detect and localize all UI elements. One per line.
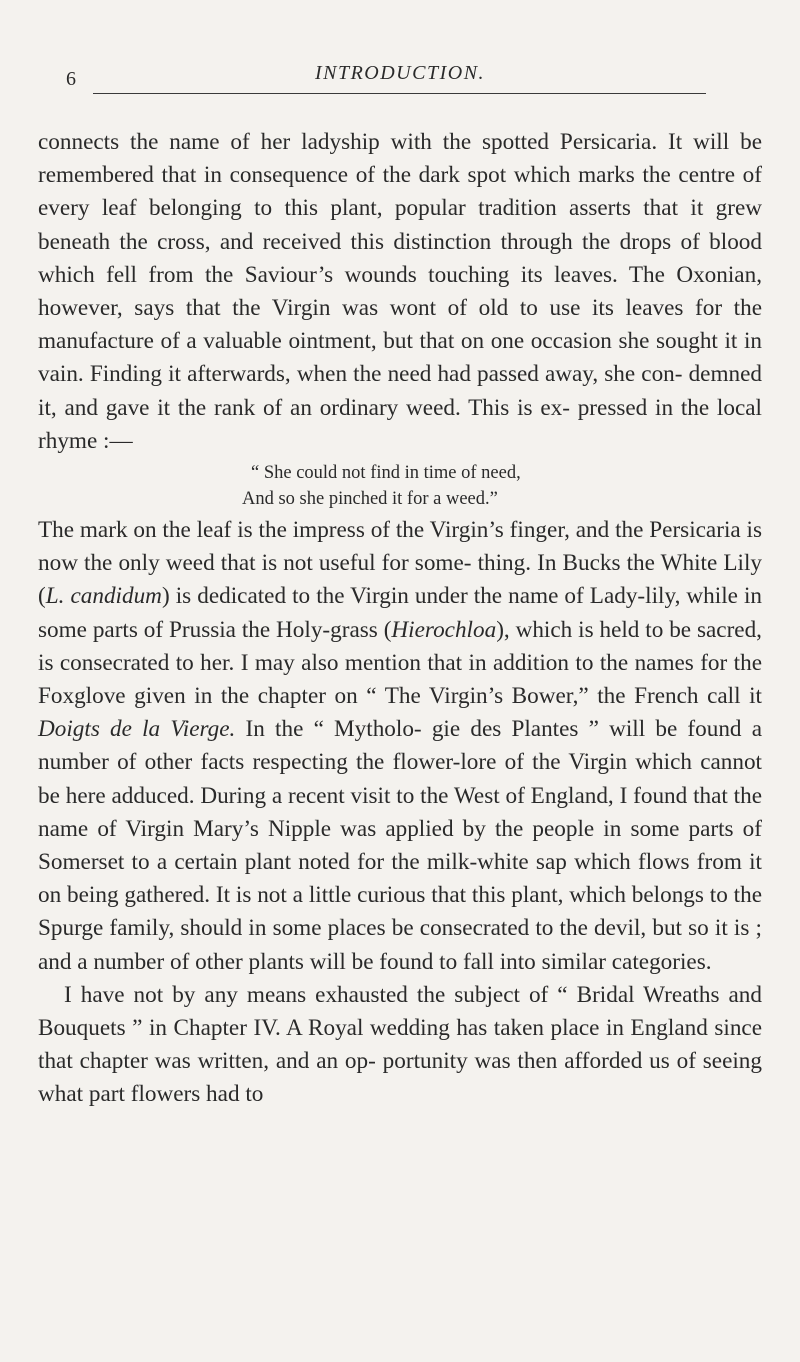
header-rule — [93, 93, 706, 94]
body-text — [38, 96, 762, 1112]
verse-line-2: And so she pinched it for a weed.” — [242, 489, 498, 510]
latin-name-lily: L. candidum — [45, 583, 162, 610]
verse-line-1: “ She could not find in time of need, — [251, 463, 521, 484]
paragraph-3: I have not by any means exhausted the subject of “ Bridal Wreaths and Bouquets ” in Chapter IV. A Royal wedding has taken place in England since that chapter was written, and an op- portunity was then afforded us of seeing what part flowers had to — [38, 981, 762, 1108]
paragraph-2-part-b: ) is dedicated to the Virgin under the name of Lady-lily, while in some parts of Prussia the Holy-grass ( — [38, 583, 763, 643]
french-name-foxglove: Doigts de la Vierge. — [38, 716, 236, 743]
page-number: 6 — [66, 68, 76, 90]
paragraph-2 — [38, 514, 762, 979]
paragraph-2-part-c: ), which is held to be sacred, is consecrated to her. I may also mention that in addition to the names for the Foxglove given in the chapter on “ The Virgin’s Bower,” the French call it — [38, 616, 762, 710]
latin-name-holy-grass: Hierochloa — [391, 616, 497, 643]
paragraph-1: connects the name of her ladyship with the spotted Persicaria. It will be remembered that in consequence of the dark spot which marks the centre of every leaf belonging to this plant, popular tradition asserts that it grew beneath the cross, and received this distinction through the drops of blood which fell from the Saviour’s wounds touching its leaves. The Oxonian, however, says that the Virgin was wont of old to use its leaves for the manufacture of a valuable ointment, but that on one occasion she sought it in vain. Finding it afterwards, when the need had passed away, she con- demned it, and gave it the rank of an ordinary weed. This is ex- pressed in the local rhyme :— — [38, 129, 762, 454]
running-head: INTRODUCTION. — [314, 62, 486, 84]
page-header — [38, 0, 762, 96]
paragraph-2-part-a: The mark on the leaf is the impress of the Virgin’s finger, and the Persicaria is now the only weed that is not useful for some- thing. In Bucks the White Lily ( — [38, 517, 762, 610]
verse-quote — [38, 460, 762, 512]
paragraph-2-part-d: In the “ Mytholo- gie des Plantes ” will be found a number of other facts respecting the flower-lore of the Virgin which cannot be here adduced. During a recent visit to the West of England, I found that the name of Virgin Mary’s Nipple was applied by the people in some parts of Somerset to a certain plant noted for the milk-white sap which flows from it on being gathered. It is not a little curious that this plant, which belongs to the Spurge family, should in some places be consecrated to the devil, but so it is ; and a number of other plants will be found to fall into similar categories. — [38, 716, 762, 975]
